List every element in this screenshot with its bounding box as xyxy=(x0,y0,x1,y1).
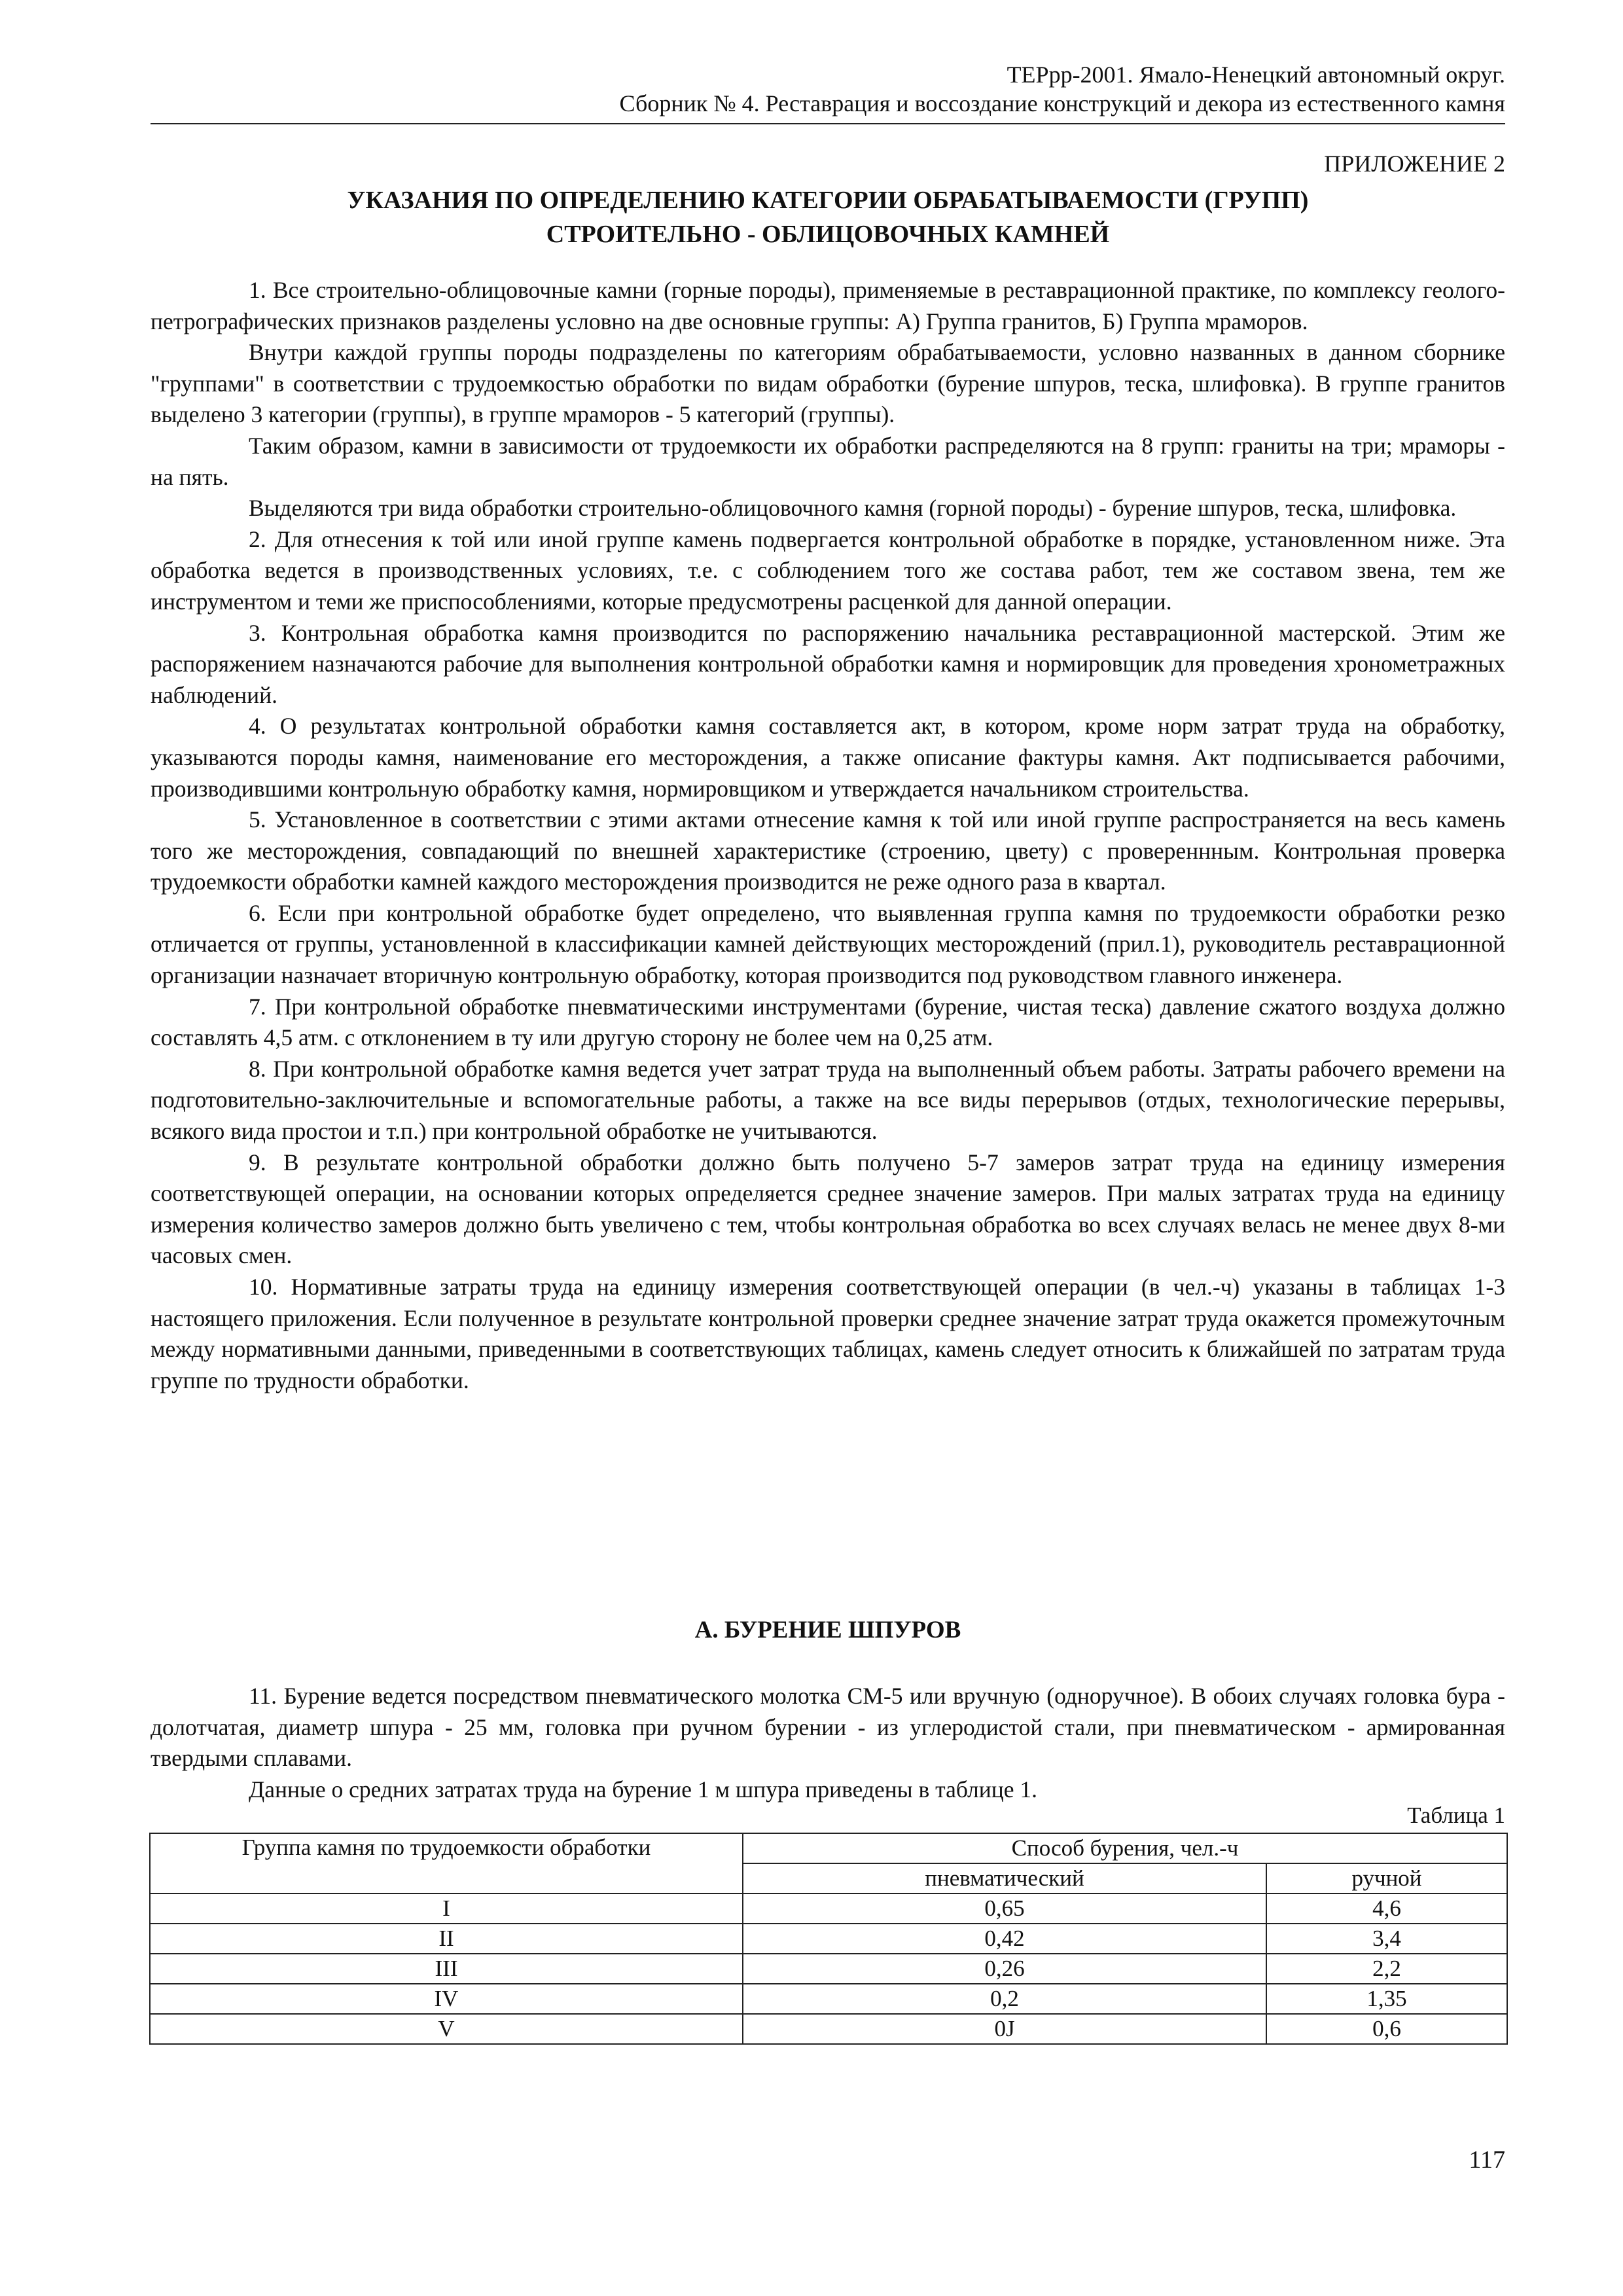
cell-pneumatic: 0,65 xyxy=(743,1893,1266,1924)
appendix-label: ПРИЛОЖЕНИЕ 2 xyxy=(1324,151,1505,177)
paragraph: 1. Все строительно-облицовочные камни (горные породы), применяемые в реставрационной практике, по комплексу геолого-петрографических признаков разделены условно на две основные группы: А) Группа гранитов, Б) Группа мраморов. xyxy=(151,277,1505,334)
paragraph: 7. При контрольной обработке пневматическими инструментами (бурение, чистая теска) давление сжатого воздуха должно составлять 4,5 атм. с отклонением в ту или другую сторону не более чем на 0,25 атм. xyxy=(151,993,1505,1051)
table-row xyxy=(150,1924,1507,1954)
header-line-1: ТЕРрр-2001. Ямало-Ненецкий автономный округ. xyxy=(1007,62,1505,88)
column-header-method: Способ бурения, чел.-ч xyxy=(743,1833,1507,1863)
document-title xyxy=(151,183,1505,251)
paragraph: 5. Установленное в соответствии с этими актами отнесение камня к той или иной группе распространяется на весь камень того же месторождения, совпадающий по внешней характеристике (строению, цвету) с провереннным. Контрольная проверка трудоемкости обработки камней каждого месторождения производится не реже одного раза в квартал. xyxy=(151,806,1505,895)
title-line-2: СТРОИТЕЛЬНО - ОБЛИЦОВОЧНЫХ КАМНЕЙ xyxy=(546,221,1110,248)
header-line-2: Сборник № 4. Реставрация и воссоздание конструкций и декора из естественного камня xyxy=(619,90,1505,117)
paragraph: Выделяются три вида обработки строительно-облицовочного камня (горной породы) - бурение шпуров, теска, шлифовка. xyxy=(249,495,1457,522)
title-line-1: УКАЗАНИЯ ПО ОПРЕДЕЛЕНИЮ КАТЕГОРИИ ОБРАБАТЫВАЕМОСТИ (ГРУПП) xyxy=(347,187,1309,214)
cell-group: I xyxy=(150,1893,743,1924)
cell-pneumatic: 0,42 xyxy=(743,1924,1266,1954)
cell-manual: 1,35 xyxy=(1266,1984,1507,2014)
cell-group: V xyxy=(150,2014,743,2044)
page-number: 117 xyxy=(1469,2146,1505,2174)
paragraph: 3. Контрольная обработка камня производится по распоряжению начальника реставрационной мастерской. Этим же распоряжением назначаются рабочие для выполнения контрольной обработки камня и нормировщик для проведения хронометражных наблюдений. xyxy=(151,619,1505,708)
cell-group: III xyxy=(150,1954,743,1984)
paragraph: 9. В результате контрольной обработки должно быть получено 5-7 замеров затрат труда на единицу измерения соответствующей операции, на основании которых определяется среднее значение замеров. При малых затратах труда на единицу измерения количество замеров должно быть увеличено с тем, чтобы контрольная обработка во всех случаях велась не менее двух 8-ми часовых смен. xyxy=(151,1149,1505,1269)
table-row xyxy=(150,1954,1507,1984)
running-header xyxy=(151,60,1505,118)
table-header-row xyxy=(150,1833,1507,1863)
header-divider xyxy=(151,123,1505,124)
body-text xyxy=(151,275,1505,1396)
cell-manual: 4,6 xyxy=(1266,1893,1507,1924)
table-caption: Таблица 1 xyxy=(1407,1803,1505,1828)
paragraph: 8. При контрольной обработке камня ведется учет затрат труда на выполненный объем работы. Затраты рабочего времени на подготовительно-заключительные и вспомогательные работы, а также на все виды перерывов (отдых, технологические перерывы, всякого вида простои и т.п.) при контрольной обработке не учитываются. xyxy=(151,1055,1505,1145)
table-row xyxy=(150,1984,1507,2014)
paragraph: 4. О результатах контрольной обработки камня составляется акт, в котором, кроме норм затрат труда на обработку, указываются породы камня, наименование его месторождения, а также описание фактуры камня. Акт подписывается рабочими, производившими контрольную обработку камня, нормировщиком и утверждается начальником строительства. xyxy=(151,713,1505,802)
paragraph: Внутри каждой группы породы подразделены по категориям обрабатываемости, условно названных в данном сборнике "группами" в соответствии с трудоемкостью обработки по видам обработки (бурение шпуров, теска, шлифовка). В группе гранитов выделено 3 категории (группы), в группе мраморов - 5 категорий (группы). xyxy=(151,339,1505,428)
column-header-manual: ручной xyxy=(1266,1863,1507,1893)
paragraph: 2. Для отнесения к той или иной группе камень подвергается контрольной обработке в порядке, установленном ниже. Эта обработка ведется в производственных условиях, т.е. с соблюдением того же состава работ, тем же составом звена, тем же инструментом и теми же приспособлениями, которые предусмотрены расценкой для данной операции. xyxy=(151,526,1505,615)
paragraph: 6. Если при контрольной обработке будет определено, что выявленная группа камня по трудоемкости обработки резко отличается от группы, установленной в классификации камней действующих месторождений (прил.1), руководитель реставрационной организации назначает вторичную контрольную обработку, которая производится под руководством главного инженера. xyxy=(151,899,1505,989)
paragraph: Данные о средних затратах труда на бурение 1 м шпура приведены в таблице 1. xyxy=(249,1776,1037,1803)
cell-manual: 3,4 xyxy=(1266,1924,1507,1954)
column-header-pneumatic: пневматический xyxy=(743,1863,1266,1893)
table-row xyxy=(150,1893,1507,1924)
cell-group: IV xyxy=(150,1984,743,2014)
cell-manual: 2,2 xyxy=(1266,1954,1507,1984)
section-body-text xyxy=(151,1681,1505,1805)
table-row xyxy=(150,2014,1507,2044)
cell-pneumatic: 0J xyxy=(743,2014,1266,2044)
section-title: А. БУРЕНИЕ ШПУРОВ xyxy=(694,1617,961,1643)
cell-manual: 0,6 xyxy=(1266,2014,1507,2044)
cell-pneumatic: 0,26 xyxy=(743,1954,1266,1984)
drilling-labor-table xyxy=(149,1833,1508,2045)
paragraph: 10. Нормативные затраты труда на единицу измерения соответствующей операции (в чел.-ч) указаны в таблицах 1-3 настоящего приложения. Если полученное в результате контрольной проверки среднее значение затрат труда окажется промежуточным между нормативными данными, приведенными в соответствующих таблицах, камень следует относить к ближайшей по затратам труда группе по трудности обработки. xyxy=(151,1274,1505,1393)
paragraph: Таким образом, камни в зависимости от трудоемкости их обработки распределяются на 8 групп: граниты на три; мраморы - на пять. xyxy=(151,432,1505,490)
paragraph: 11. Бурение ведется посредством пневматического молотка СМ-5 или вручную (одноручное). В обоих случаях головка бура - долотчатая, диаметр шпура - 25 мм, головка при ручном бурении - из углеродистой стали, при пневматическом - армированная твердыми сплавами. xyxy=(151,1683,1505,1772)
column-header-group: Группа камня по трудоемкости обработки xyxy=(150,1833,743,1893)
cell-pneumatic: 0,2 xyxy=(743,1984,1266,2014)
cell-group: II xyxy=(150,1924,743,1954)
